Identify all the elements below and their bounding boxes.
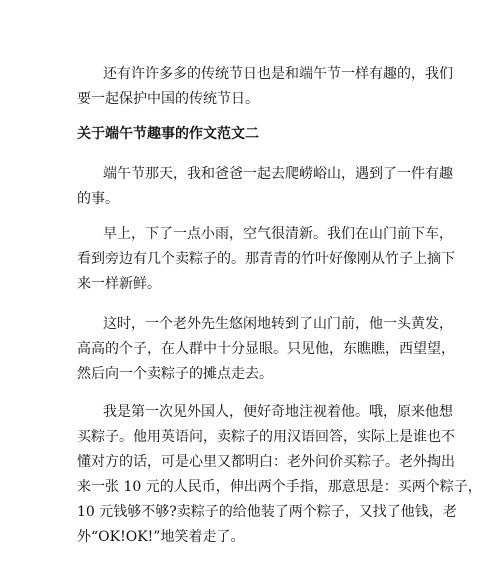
paragraph-line: 要一起保护中国的传统节日。 [77,91,259,107]
paragraph-line: 买粽子。他用英语问，卖粽子的用汉语回答，实际上是谁也不 [77,429,455,445]
paragraph-line: 我是第一次见外国人，便好奇地注视着他。哦，原来他想 [103,404,453,420]
essay-heading: 关于端午节趣事的作文范文二 [77,126,259,142]
paragraph-line: 早上，下了一点小雨，空气很清新。我们在山门前下车， [103,226,453,242]
paragraph-opening [77,162,453,212]
paragraph-intro [77,62,453,112]
paragraph-line: 来一样新鲜。 [77,276,161,292]
paragraph-line: 高高的个子，在人群中十分显眼。只见他，东瞧瞧，西望望， [77,341,455,357]
paragraph-line: 看到旁边有几个卖粽子的。那青青的竹叶好像刚从竹子上摘下 [77,251,455,267]
paragraph-line: 的事。 [77,191,119,207]
paragraph-line: 这时，一个老外先生悠闲地转到了山门前，他一头黄发， [103,316,453,332]
paragraph-line: 还有许许多多的传统节日也是和端午节一样有趣的，我们 [103,66,453,82]
paragraph-line: 外“OK!OK!”地笑着走了。 [77,529,245,545]
paragraph-line: 来一张 10 元的人民币，伸出两个手指，那意思是：买两个粽子， [77,479,482,495]
paragraph-buying [77,400,482,550]
paragraph-foreigner [77,312,455,387]
paragraph-line: 懂对方的话，可是心里又都明白：老外问价买粽子。老外掏出 [77,454,455,470]
paragraph-line: 10 元钱够不够?卖粽子的给他装了两个粽子，又找了他钱，老 [77,504,457,520]
paragraph-morning [77,222,455,297]
paragraph-line: 然后向一个卖粽子的摊点走去。 [77,366,273,382]
paragraph-line: 端午节那天，我和爸爸一起去爬崂峪山，遇到了一件有趣 [103,166,453,182]
